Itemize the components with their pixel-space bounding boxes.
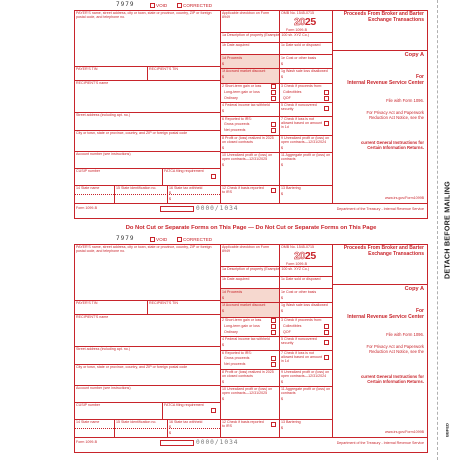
- box12-label: 12 Check if basis reported to IRS: [222, 420, 264, 429]
- box9-label: 9 Unrealized profit or (loss) on open contracts—12/31/2024: [281, 370, 330, 379]
- footer-form-label: Form 1099-B: [76, 206, 97, 210]
- basis-reported-checkbox[interactable]: [271, 188, 276, 193]
- dept-label: Department of the Treasury - Internal Revenue Service: [336, 207, 424, 211]
- payer-label: PAYER'S name, street address, city or town, state or province, country, ZIP or foreign postal code, and telephone no.: [76, 11, 212, 20]
- box2-label: 2 Short-term gain or loss: [222, 318, 262, 322]
- cut-notice: Do Not Cut or Separate Forms on This Page — Do Not Cut or Separate Forms on This Page: [125, 225, 377, 231]
- fatca-checkbox[interactable]: [211, 174, 216, 179]
- box8-label: 8 Profit or (loss) realized in 2025 on closed contracts: [222, 136, 274, 145]
- box3-collectibles: Collectibles: [283, 324, 302, 328]
- account-label: Account number (see instructions): [76, 386, 131, 390]
- gross-proceeds-checkbox[interactable]: [271, 356, 276, 361]
- control-box: [160, 440, 194, 446]
- box11-label: 11 Aggregate profit or (loss) on contracts: [281, 153, 331, 162]
- box1c-label: 1c Date sold or disposed: [281, 43, 321, 47]
- box7-label: 7 Check if loss is not allowed based on amount in 1d: [281, 351, 322, 364]
- box13-dollar: $: [281, 192, 283, 196]
- city-label: City or town, state or province, country, and ZIP or foreign postal code: [76, 131, 188, 135]
- control-number: 0000/1034: [196, 205, 239, 212]
- city-label: City or town, state or province, country, and ZIP or foreign postal code: [76, 365, 188, 369]
- box16-dollar-1: $: [169, 425, 171, 429]
- box1f-dollar: $: [222, 309, 224, 313]
- short-term-checkbox[interactable]: [271, 84, 276, 89]
- ordinary-checkbox[interactable]: [271, 330, 276, 335]
- form-code-top: 7979: [116, 235, 135, 242]
- payer-tin-label: PAYER'S TIN: [76, 301, 98, 305]
- box1g-dollar: $: [281, 309, 283, 313]
- box3-qof: QOF: [283, 330, 291, 334]
- box14-label: 14 State name: [76, 420, 100, 424]
- box6-gross-label: Gross proceeds: [224, 356, 250, 360]
- box2-ordinary-label: Ordinary: [224, 330, 238, 334]
- box8-dollar: $: [222, 146, 224, 150]
- street-label: Street address (including apt. no.): [76, 113, 130, 117]
- box16-dollar-1: $: [169, 191, 171, 195]
- box6-net-label: Net proceeds: [224, 362, 246, 366]
- box10-dollar: $: [222, 397, 224, 401]
- loss-not-allowed-checkbox[interactable]: [324, 121, 329, 126]
- recipient-name-label: RECIPIENT'S name: [76, 81, 109, 85]
- general-instructions-label: current General Instructions for Certain Information Returns.: [360, 374, 424, 384]
- box1g-dollar: $: [281, 75, 283, 79]
- box6-label: 6 Reported to IRS:: [222, 117, 252, 121]
- for-label: For: [415, 308, 424, 314]
- box1f-label: 1f Accrued market discount: [222, 303, 266, 307]
- control-box: [160, 206, 194, 212]
- box8-dollar: $: [222, 380, 224, 384]
- privacy-label: For Privacy Act and Paperwork Reduction Act Notice, see the: [366, 110, 424, 120]
- box3-qof: QOF: [283, 96, 291, 100]
- checkbox-8949-label: Applicable checkbox on Form 8949: [222, 245, 270, 254]
- tax-year: 2025: [294, 16, 316, 28]
- payer-tin-label: PAYER'S TIN: [76, 67, 98, 71]
- dept-label: Department of the Treasury - Internal Revenue Service: [336, 441, 424, 445]
- noncovered-checkbox[interactable]: [324, 340, 329, 345]
- box2-ordinary-label: Ordinary: [224, 96, 238, 100]
- file-with-label: File with Form 1096.: [386, 98, 424, 103]
- box1b-label: 1b Date acquired: [222, 43, 250, 47]
- box1c-label: 1c Date sold or disposed: [281, 277, 321, 281]
- net-proceeds-checkbox[interactable]: [271, 128, 276, 133]
- void-checkbox[interactable]: [150, 3, 155, 8]
- box9-label: 9 Unrealized profit or (loss) on open contracts—12/31/2024: [281, 136, 330, 145]
- box13-label: 13 Bartering: [281, 186, 301, 190]
- box11-label: 11 Aggregate profit or (loss) on contracts: [281, 387, 331, 396]
- recipient-name-label: RECIPIENT'S name: [76, 315, 109, 319]
- side-code: BBFED: [444, 423, 450, 437]
- box1g-label: 1g Wash sale loss disallowed: [281, 303, 328, 307]
- box10-dollar: $: [222, 163, 224, 167]
- box2-long-label: Long-term gain or loss: [224, 324, 260, 328]
- box7-label: 7 Check if loss is not allowed based on amount in 1d: [281, 117, 322, 130]
- basis-reported-checkbox[interactable]: [271, 422, 276, 427]
- box1e-label: 1e Cost or other basis: [281, 290, 317, 294]
- box15-label: 15 State identification no.: [116, 186, 157, 190]
- irs-center-label: Internal Revenue Service Center: [347, 80, 424, 86]
- net-proceeds-checkbox[interactable]: [271, 362, 276, 367]
- box1d-dollar: $: [222, 296, 224, 300]
- box12-label: 12 Check if basis reported to IRS: [222, 186, 264, 195]
- box13-dollar: $: [281, 426, 283, 430]
- general-instructions-label: current General Instructions for Certain Information Returns.: [360, 140, 424, 150]
- cusip-label: CUSIP number: [76, 403, 101, 407]
- box1e-dollar: $: [281, 62, 283, 66]
- copy-a-label: Copy A: [404, 52, 424, 58]
- box10-label: 10 Unrealized profit or (loss) on open contracts—12/31/2025: [222, 387, 273, 396]
- long-term-checkbox[interactable]: [271, 90, 276, 95]
- box16-label: 16 State tax withheld: [169, 186, 203, 190]
- tax-year: 2025: [294, 250, 316, 262]
- omb-number: OMB No. 1545-0715: [281, 11, 314, 15]
- box1f-label: 1f Accrued market discount: [222, 69, 266, 73]
- loss-not-allowed-checkbox[interactable]: [324, 355, 329, 360]
- form-label: Form 1099-B: [286, 28, 307, 32]
- long-term-checkbox[interactable]: [271, 324, 276, 329]
- box1a-label: 1a Description of property (Example: 100 sh. XYZ Co.): [222, 33, 309, 37]
- corrected-checkbox[interactable]: [177, 237, 182, 242]
- footer-form-label: Form 1099-B: [76, 440, 97, 444]
- corrected-label: CORRECTED: [183, 3, 213, 8]
- box2-label: 2 Short-term gain or loss: [222, 84, 262, 88]
- for-label: For: [415, 74, 424, 80]
- box10-label: 10 Unrealized profit or (loss) on open contracts—12/31/2025: [222, 153, 273, 162]
- box1g-label: 1g Wash sale loss disallowed: [281, 69, 328, 73]
- box4-label: 4 Federal income tax withheld: [222, 337, 270, 341]
- omb-number: OMB No. 1545-0715: [281, 245, 314, 249]
- void-label: VOID: [156, 237, 168, 242]
- form-label: Form 1099-B: [286, 262, 307, 266]
- box6-gross-label: Gross proceeds: [224, 122, 250, 126]
- box5-label: 5 Check if noncovered security: [281, 103, 317, 112]
- cusip-label: CUSIP number: [76, 169, 101, 173]
- recipient-tin-label: RECIPIENT'S TIN: [149, 301, 178, 305]
- privacy-label: For Privacy Act and Paperwork Reduction Act Notice, see the: [366, 344, 424, 354]
- box3-collectibles: Collectibles: [283, 90, 302, 94]
- ordinary-checkbox[interactable]: [271, 96, 276, 101]
- control-number: 0000/1034: [196, 439, 239, 446]
- box1d-label: 1d Proceeds: [222, 56, 243, 60]
- form-code-top: 7979: [116, 1, 135, 8]
- corrected-label: CORRECTED: [183, 237, 213, 242]
- box3-label: 3 Check if proceeds from:: [281, 84, 322, 88]
- corrected-checkbox[interactable]: [177, 3, 182, 8]
- box4-dollar: $: [222, 343, 224, 347]
- qof-checkbox[interactable]: [324, 96, 329, 101]
- box1e-label: 1e Cost or other basis: [281, 56, 317, 60]
- account-label: Account number (see instructions): [76, 152, 131, 156]
- box2-long-label: Long-term gain or loss: [224, 90, 260, 94]
- box1b-label: 1b Date acquired: [222, 277, 250, 281]
- website-label: www.irs.gov/Form1099B: [385, 430, 424, 434]
- box16-dollar-2: $: [169, 197, 171, 201]
- box5-label: 5 Check if noncovered security: [281, 337, 317, 346]
- box15-label: 15 State identification no.: [116, 420, 157, 424]
- irs-center-label: Internal Revenue Service Center: [347, 314, 424, 320]
- payer-label: PAYER'S name, street address, city or town, state or province, country, ZIP or foreign postal code, and telephone no.: [76, 245, 212, 254]
- box1e-dollar: $: [281, 296, 283, 300]
- fatca-label: FATCA filing requirement: [164, 403, 204, 407]
- fatca-label: FATCA filing requirement: [164, 169, 204, 173]
- short-term-checkbox[interactable]: [271, 318, 276, 323]
- void-checkbox[interactable]: [150, 237, 155, 242]
- box4-dollar: $: [222, 109, 224, 113]
- detach-label: DETACH BEFORE MAILING: [442, 181, 452, 279]
- void-label: VOID: [156, 3, 168, 8]
- box1a-label: 1a Description of property (Example: 100 sh. XYZ Co.): [222, 267, 309, 271]
- box1f-dollar: $: [222, 75, 224, 79]
- collectibles-checkbox[interactable]: [324, 90, 329, 95]
- box4-label: 4 Federal income tax withheld: [222, 103, 270, 107]
- box6-net-label: Net proceeds: [224, 128, 246, 132]
- box16-label: 16 State tax withheld: [169, 420, 203, 424]
- box1d-dollar: $: [222, 62, 224, 66]
- box13-label: 13 Bartering: [281, 420, 301, 424]
- fatca-checkbox[interactable]: [211, 408, 216, 413]
- collectibles-checkbox[interactable]: [324, 324, 329, 329]
- box9-dollar: $: [281, 380, 283, 384]
- file-with-label: File with Form 1096.: [386, 332, 424, 337]
- perforation-line: [437, 0, 438, 460]
- noncovered-checkbox[interactable]: [324, 106, 329, 111]
- copy-a-label: Copy A: [404, 286, 424, 292]
- box8-label: 8 Profit or (loss) realized in 2025 on closed contracts: [222, 370, 274, 379]
- box6-label: 6 Reported to IRS:: [222, 351, 252, 355]
- box16-dollar-2: $: [169, 431, 171, 435]
- recipient-tin-label: RECIPIENT'S TIN: [149, 67, 178, 71]
- box14-label: 14 State name: [76, 186, 100, 190]
- gross-proceeds-checkbox[interactable]: [271, 122, 276, 127]
- street-label: Street address (including apt. no.): [76, 347, 130, 351]
- website-label: www.irs.gov/Form1099B: [385, 196, 424, 200]
- checkbox-8949-label: Applicable checkbox on Form 8949: [222, 11, 270, 20]
- form-title: Proceeds From Broker and Barter Exchange Transactions: [343, 11, 424, 23]
- form-title: Proceeds From Broker and Barter Exchange Transactions: [343, 245, 424, 257]
- box11-dollar: $: [281, 397, 283, 401]
- box3-label: 3 Check if proceeds from:: [281, 318, 322, 322]
- box1d-label: 1d Proceeds: [222, 290, 243, 294]
- qof-checkbox[interactable]: [324, 330, 329, 335]
- box9-dollar: $: [281, 146, 283, 150]
- box11-dollar: $: [281, 163, 283, 167]
